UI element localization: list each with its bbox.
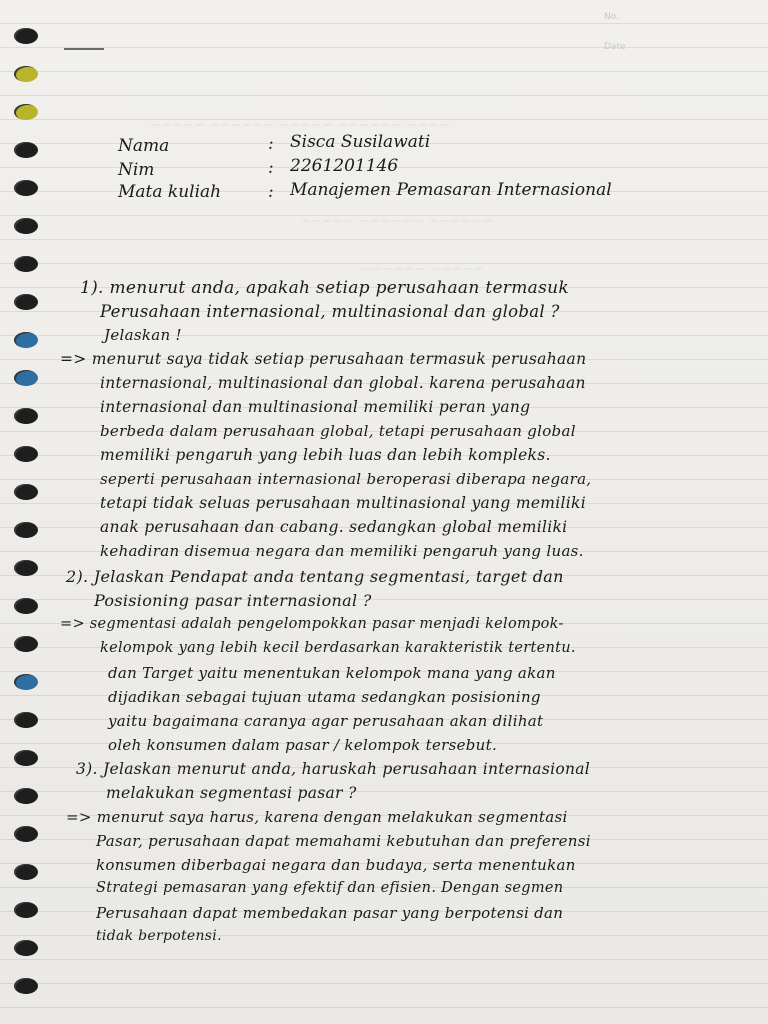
answer-1-line: internasional, multinasional dan global. karena perusahaan	[100, 374, 586, 392]
corner-no-label: No.	[604, 12, 619, 22]
binding-hole	[14, 712, 38, 728]
answer-2-line: => segmentasi adalah pengelompokkan pasar menjadi kelompok-	[60, 616, 564, 632]
answer-3-line: Pasar, perusahaan dapat memahami kebutuhan dan preferensi	[96, 832, 591, 850]
answer-1-line: berbeda dalam perusahaan global, tetapi perusahaan global	[100, 422, 576, 440]
answer-1-line: => menurut saya tidak setiap perusahaan termasuk perusahaan	[60, 350, 587, 368]
question-3-line: melakukan segmentasi pasar ?	[106, 784, 357, 802]
answer-1-line: internasional dan multinasional memiliki peran yang	[100, 398, 531, 416]
binding-hole	[14, 522, 38, 538]
question-3-line: 3). Jelaskan menurut anda, haruskah perusahaan internasional	[76, 760, 591, 778]
answer-2-line: yaitu bagaimana caranya agar perusahaan akan dilihat	[108, 712, 544, 730]
bleed-through-text: ~~~~~ ~~~~~~	[360, 262, 484, 277]
binding-hole	[14, 28, 38, 44]
bleed-through-text: ~~~~~~ ~~~~~~ ~~~~~	[300, 214, 494, 229]
binding-hole	[14, 484, 38, 500]
course-value: Manajemen Pemasaran Internasional	[290, 180, 612, 200]
binding-hole	[14, 560, 38, 576]
binding-hole	[14, 636, 38, 652]
answer-1-line: anak perusahaan dan cabang. sedangkan global memiliki	[100, 518, 568, 536]
answer-1-line: tetapi tidak seluas perusahaan multinasional yang memiliki	[100, 494, 587, 512]
binding-hole	[14, 446, 38, 462]
binding-hole	[14, 294, 38, 310]
name-label: Nama	[118, 136, 170, 156]
answer-2-line: dijadikan sebagai tujuan utama sedangkan posisioning	[108, 688, 541, 706]
nim-label: Nim	[118, 160, 155, 180]
binding-hole	[14, 674, 38, 690]
binding-hole	[14, 598, 38, 614]
binding-hole	[14, 408, 38, 424]
binding-hole	[14, 180, 38, 196]
bleed-through-text: ~~~~ ~~~~~~ ~~~~~ ~~~~~~ ~~~~~	[150, 118, 450, 133]
course-label: Mata kuliah	[118, 182, 222, 202]
question-1-line: Jelaskan !	[104, 326, 182, 344]
answer-2-line: dan Target yaitu menentukan kelompok mana yang akan	[108, 664, 556, 682]
question-1-line: Perusahaan internasional, multinasional dan global ?	[100, 302, 560, 321]
binding-hole	[14, 66, 38, 82]
binding-hole	[14, 370, 38, 386]
binding-hole	[14, 978, 38, 994]
nim-colon: :	[268, 158, 274, 178]
answer-1-line: memiliki pengaruh yang lebih luas dan lebih kompleks.	[100, 446, 551, 464]
question-1-line: 1). menurut anda, apakah setiap perusahaan termasuk	[80, 278, 569, 298]
question-2-line: Posisioning pasar internasional ?	[94, 591, 372, 610]
nim-value: 2261201146	[290, 156, 399, 176]
answer-1-line: seperti perusahaan internasional beroperasi diberapa negara,	[100, 470, 592, 488]
binding-hole	[14, 218, 38, 234]
answer-3-line: Perusahaan dapat membedakan pasar yang berpotensi dan	[96, 904, 564, 922]
answer-3-line: Strategi pemasaran yang efektif dan efisien. Dengan segmen	[96, 880, 564, 896]
answer-1-line: kehadiran disemua negara dan memiliki pengaruh yang luas.	[100, 542, 584, 560]
binding-hole	[14, 750, 38, 766]
binding-hole	[14, 940, 38, 956]
answer-3-line: => menurut saya harus, karena dengan melakukan segmentasi	[66, 808, 568, 826]
answer-2-line: kelompok yang lebih kecil berdasarkan karakteristik tertentu.	[100, 640, 576, 656]
binding-hole	[14, 256, 38, 272]
name-colon: :	[268, 134, 274, 154]
binding-hole	[14, 902, 38, 918]
binding-hole	[14, 104, 38, 120]
binding-hole	[14, 826, 38, 842]
header-dash	[64, 48, 104, 50]
answer-3-line: konsumen diberbagai negara dan budaya, serta menentukan	[96, 856, 576, 874]
binding-hole	[14, 788, 38, 804]
binding-hole	[14, 332, 38, 348]
question-2-line: 2). Jelaskan Pendapat anda tentang segmentasi, target dan	[66, 567, 564, 586]
corner-date-label: Date	[604, 42, 626, 52]
course-colon: :	[268, 182, 274, 202]
binding-hole	[14, 864, 38, 880]
answer-3-line: tidak berpotensi.	[96, 928, 222, 944]
binding-hole	[14, 142, 38, 158]
name-value: Sisca Susilawati	[290, 132, 431, 152]
answer-2-line: oleh konsumen dalam pasar / kelompok tersebut.	[108, 736, 498, 754]
